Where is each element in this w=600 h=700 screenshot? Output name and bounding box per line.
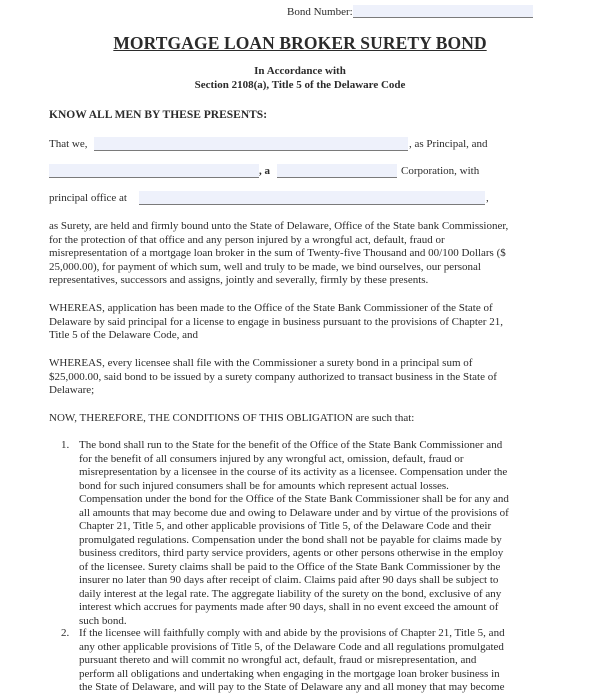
paragraph-line: $25,000.00, said bond to be issued by a surety company authorized to transact business in the State of [49, 370, 497, 383]
document-subtitle [0, 65, 600, 92]
whereas-application-paragraph [49, 302, 559, 343]
paragraph-line: Delaware by said principal for a license to engage in business pursuant to the provisions of Chapter 21, [49, 315, 503, 328]
paragraph-line: Delaware; [49, 384, 95, 396]
bond-number-label: Bond Number: [287, 6, 353, 18]
paragraph-line: the State of Delaware, and will pay to the State of Delaware any and all money that may become [79, 681, 505, 693]
condition-1-number: 1. [61, 439, 70, 451]
comma: , [486, 192, 489, 204]
paragraph-line: all amounts that may become due and owing to Delaware under and by virtue of the provisions of [79, 506, 509, 519]
bond-number-row [287, 5, 533, 18]
state-of-incorporation-field[interactable] [277, 164, 397, 178]
principal-office-address-field[interactable] [139, 191, 485, 205]
paragraph-line: daily interest at the legal rate. The aggregate liability of the surety on the bond, exclusive of any [79, 587, 502, 600]
paragraph-line: any other applicable provisions of Title 5, of the Delaware Code and all regulations promulgated [79, 640, 504, 653]
paragraph-line: misrepresentation by a licensee in the course of its activity as a licensee. Compensation under the [79, 466, 508, 478]
paragraph-line: interest which accrues for payments made after 90 days, shall in no event exceed the amount of [79, 601, 499, 613]
that-we-label: That we, [49, 138, 88, 150]
principal-office-label: principal office at [49, 192, 127, 204]
paragraph-line: perform all obligations and undertaking when engaging in the mortgage loan broker business in [79, 667, 500, 680]
principal-name-field[interactable] [94, 137, 408, 151]
paragraph-line: WHEREAS, every licensee shall file with the Commissioner a surety bond in a principal sum of [49, 357, 473, 369]
a-label: , a [259, 165, 270, 177]
paragraph-line: insurer no later than 90 days after receipt of claim. Claims paid after 90 days shall be subject to [79, 574, 499, 586]
paragraph-line: promulgated regulations. Compensation under the bond shall not be payable for claims made by [79, 533, 502, 546]
know-all-men-heading: KNOW ALL MEN BY THESE PRESENTS: [49, 109, 268, 121]
paragraph-line: pursuant thereto and will commit no wrongful act, default, fraud or misrepresentation, and [79, 654, 477, 666]
paragraph-line: for the protection of that office and any person injured by a wrongful act, default, fraud or [49, 233, 445, 246]
bond-number-field[interactable] [353, 5, 533, 18]
paragraph-line: WHEREAS, application has been made to the Office of the State Bank Commissioner of the State of [49, 302, 493, 314]
condition-2-number: 2. [61, 627, 70, 639]
whereas-licensee-paragraph [49, 357, 559, 398]
paragraph-line: If the licensee will faithfully comply with and abide by the provisions of Chapter 21, Title 5, and [79, 627, 505, 639]
paragraph-line: Chapter 21, Title 5, and other applicable provisions of Title 5, of the Delaware Code and their [79, 520, 492, 532]
as-principal-label: , as Principal, and [409, 138, 488, 150]
paragraph-line: 25,000.00), for payment of which sum, well and truly to be made, we bind ourselves, our personal [49, 260, 481, 273]
paragraph-line: NOW, THEREFORE, THE CONDITIONS OF THIS OBLIGATION are such that: [49, 412, 415, 424]
paragraph-line: Title 5 of the Delaware Code, and [49, 329, 198, 341]
paragraph-line: misrepresentation of a mortgage loan broker in the sum of Twenty-five Thousand and 00/100 Dollars ($ [49, 247, 506, 259]
paragraph-line: for the benefit of all consumers injured by any wrongful act, omission, default, fraud or [79, 452, 464, 465]
condition-1-text [79, 439, 569, 628]
paragraph-line: of the licensee. Surety claims shall be paid to the Office of the State Bank Commissioner by the [79, 560, 501, 573]
condition-2-text [79, 627, 569, 695]
paragraph-line: business creditors, third party service providers, agents or other persons otherwise in the employ [79, 547, 504, 559]
paragraph-line: bond for such injured consumers shall be for amounts which represent actual losses. [79, 479, 449, 492]
subtitle-line-2: Section 2108(a), Title 5 of the Delaware Code [194, 78, 406, 91]
surety-paragraph [49, 220, 559, 288]
subtitle-line-1: In Accordance with [254, 65, 346, 77]
paragraph-line: Compensation under the bond for the Office of the State Bank Commissioner shall be for any and [79, 493, 509, 505]
document-title: MORTGAGE LOAN BROKER SURETY BOND [113, 33, 487, 53]
paragraph-line: representatives, successors and assigns, jointly and severally, firmly by these presents. [49, 274, 429, 286]
corporation-with-label: Corporation, with [401, 165, 480, 177]
now-therefore-paragraph [49, 412, 559, 426]
paragraph-line: such bond. [79, 614, 127, 627]
surety-name-field[interactable] [49, 164, 259, 178]
paragraph-line: as Surety, are held and firmly bound unto the State of Delaware, Office of the State bank Commissioner, [49, 220, 509, 232]
paragraph-line: The bond shall run to the State for the benefit of the Office of the State Bank Commissioner and [79, 439, 503, 451]
